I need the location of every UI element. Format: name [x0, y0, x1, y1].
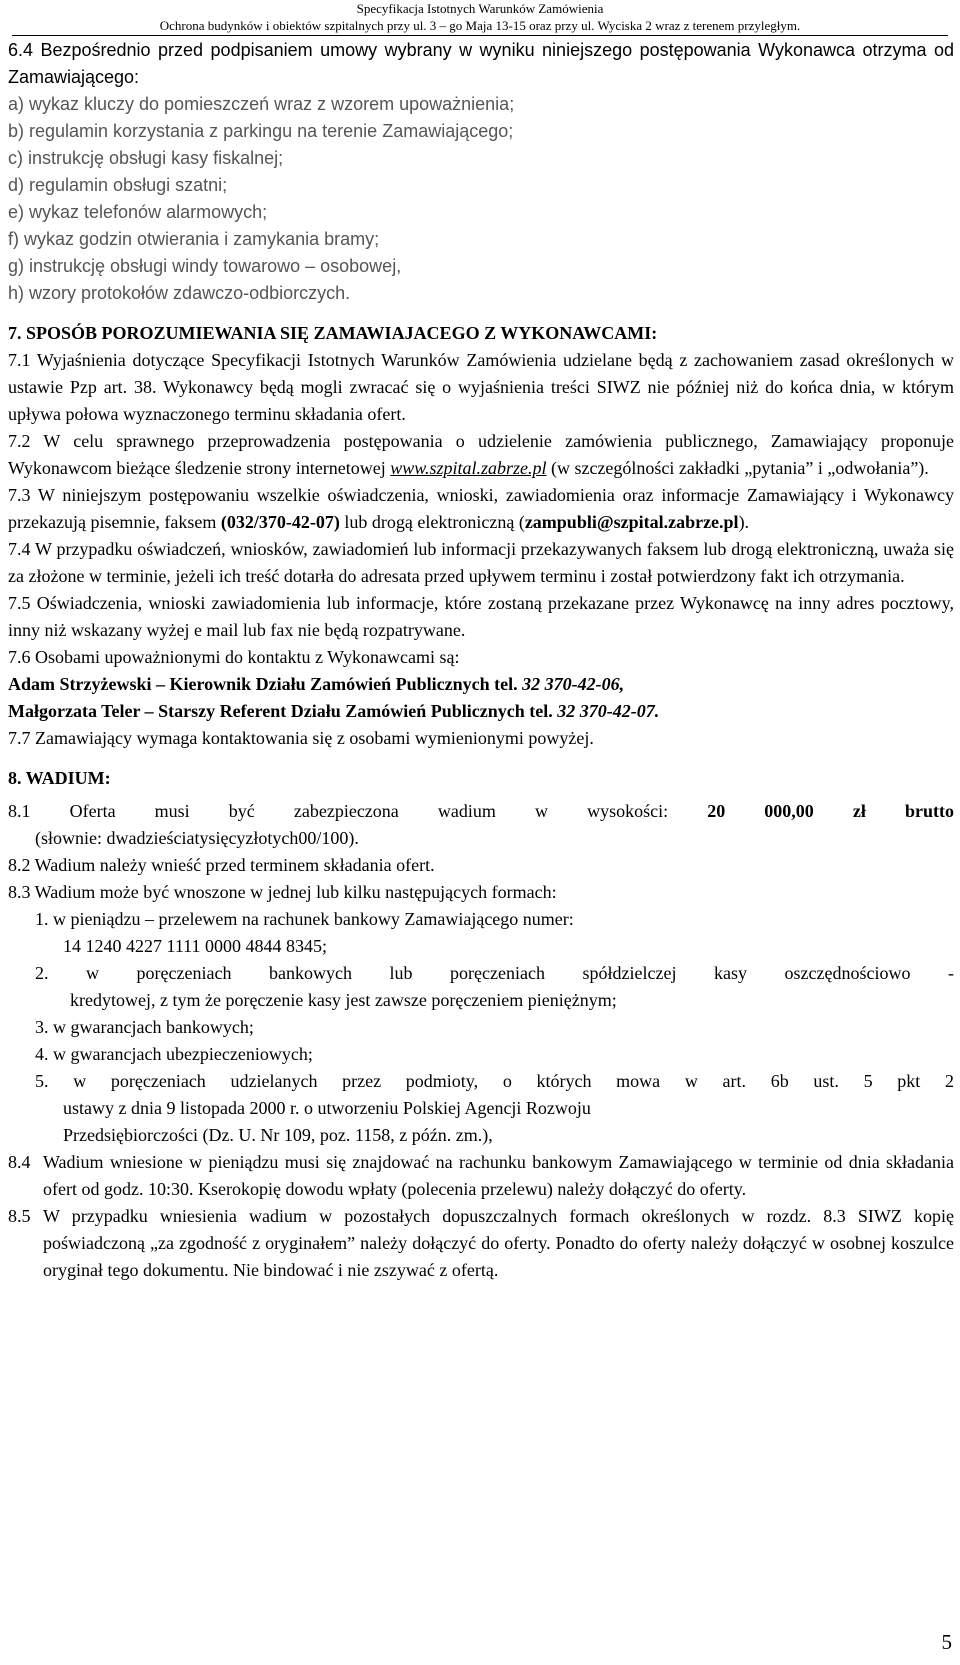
s64-item-f: f) wykaz godzin otwierania i zamykania bramy;: [8, 229, 380, 249]
s64-intro: 6.4 Bezpośrednio przed podpisaniem umowy wybrany w wyniku niniejszego postępowania Wykonawca otrzyma od Zamawiającego:: [8, 40, 954, 87]
p-7-3: [8, 482, 954, 536]
contact-2-phone: 32 370-42-07.: [557, 701, 660, 721]
p-7-3-text-end: ).: [738, 512, 750, 532]
p-8-1: [8, 798, 954, 825]
s64-item-e: e) wykaz telefonów alarmowych;: [8, 202, 268, 222]
p-7-1-num: 7.1: [8, 350, 31, 370]
s64-item-d: d) regulamin obsługi szatni;: [8, 175, 228, 195]
s64-item-b: b) regulamin korzystania z parkingu na terenie Zamawiającego;: [8, 121, 514, 141]
p-7-1-text: Wyjaśnienia dotyczące Specyfikacji Istotnych Warunków Zamówienia udzielane będą z zachowaniem zasad określonych w ustawie Pzp art. 38. Wykonawcy będą mogli zwracać się o wyjaśnienia treści SIWZ nie później niż do końca dnia, w którym upływa połowa wyznaczonego terminu składania ofert.: [8, 350, 954, 424]
p-8-1-text: 8.1 Oferta musi być zabezpieczona wadium w wysokości:: [8, 801, 708, 821]
s64-item-h: h) wzory protokołów zdawczo-odbiorczych.: [8, 283, 351, 303]
p-7-4-num: 7.4: [8, 539, 31, 559]
p-7-7: 7.7 Zamawiający wymaga kontaktowania się z osobami wymienionymi powyżej.: [8, 728, 594, 748]
s64-item-c: c) instrukcję obsługi kasy fiskalnej;: [8, 148, 284, 168]
contact-2: [8, 698, 954, 725]
p-8-1-words: (słownie: dwadzieściatysięcyzłotych00/100).: [35, 828, 359, 848]
email-address[interactable]: zampubli@szpital.zabrze.pl: [524, 512, 739, 532]
p-7-6: 7.6 Osobami upoważnionymi do kontaktu z Wykonawcami są:: [8, 647, 460, 667]
form-2-cont: kredytowej, z tym że poręczenie kasy jest zawsze poręczeniem pieniężnym;: [70, 990, 617, 1010]
p-8-4-text: Wadium wniesione w pieniądzu musi się znajdować na rachunku bankowym Zamawiającego w terminie od dnia składania ofert od godz. 10:30. Kserokopię dowodu wpłaty (polecenia przelewu) należy dołączyć do oferty.: [43, 1152, 954, 1199]
form-2: 2. w poręczeniach bankowych lub poręczeniach spółdzielczej kasy oszczędnościowo -: [35, 963, 954, 983]
p-8-4-num: 8.4: [8, 1152, 31, 1172]
p-8-4: [8, 1149, 954, 1203]
p-7-4-text: W przypadku oświadczeń, wniosków, zawiadomień lub informacji przekazywanych faksem lub drogą elektroniczną, uważa się za złożone w terminie, jeżeli ich treść dotarła do adresata przed upływem terminu i został potwierdzony fakt ich otrzymania.: [8, 539, 954, 586]
form-1: 1. w pieniądzu – przelewem na rachunek bankowy Zamawiającego numer:: [35, 909, 574, 929]
p-7-5-num: 7.5: [8, 593, 31, 613]
p-7-3-text-mid: lub drogą elektroniczną (: [339, 512, 525, 532]
p-8-3: 8.3 Wadium może być wnoszone w jednej lub kilku następujących formach:: [8, 882, 557, 902]
contact-1-phone: 32 370-42-06,: [522, 674, 625, 694]
p-7-1: [8, 347, 954, 428]
p-8-2: 8.2 Wadium należy wnieść przed terminem składania ofert.: [8, 855, 435, 875]
form-5-cont-1: ustawy z dnia 9 listopada 2000 r. o utworzeniu Polskiej Agencji Rozwoju: [63, 1098, 591, 1118]
page-header: [0, 0, 960, 36]
form-3: 3. w gwarancjach bankowych;: [35, 1017, 254, 1037]
p-7-4: [8, 536, 954, 590]
contact-1: [8, 671, 954, 698]
section-7-heading: 7. SPOSÓB POROZUMIEWANIA SIĘ ZAMAWIAJACEGO Z WYKONAWCAMI:: [8, 323, 658, 343]
p-8-5-num: 8.5: [8, 1206, 31, 1226]
contact-2-name: Małgorzata Teler – Starszy Referent Działu Zamówień Publicznych tel.: [8, 701, 558, 721]
p-7-5-text: Oświadczenia, wnioski zawiadomienia lub informacje, które zostaną przekazane przez Wykonawcę na inny adres pocztowy, inny niż wskazany wyżej e mail lub fax nie będą rozpatrywane.: [8, 593, 955, 640]
p-8-5-text: W przypadku wniesienia wadium w pozostałych dopuszczalnych formach określonych w rozdz. 8.3 SIWZ kopię poświadczoną „za zgodność z oryginałem” należy dołączyć do oferty. Ponadto do oferty należy dołączyć w osobnej koszulce oryginał tego dokumentu. Nie bindować i nie zszywać z ofertą.: [43, 1206, 954, 1280]
form-5: 5. w poręczeniach udzielanych przez podmioty, o których mowa w art. 6b ust. 5 pkt 2: [35, 1071, 954, 1091]
form-1-account: 14 1240 4227 1111 0000 4844 8345;: [63, 936, 327, 956]
p-7-5: [8, 590, 954, 644]
website-link[interactable]: www.szpital.zabrze.pl: [390, 458, 547, 478]
document-body: [8, 37, 954, 1284]
p-7-3-num: 7.3: [8, 485, 31, 505]
p-7-2-text: W celu sprawnego przeprowadzenia postępowania o udzielenie zamówienia publicznego, Zamawiający proponuje Wykonawcom bieżące śledzenie strony internetowej: [8, 431, 954, 478]
s64-item-a: a) wykaz kluczy do pomieszczeń wraz z wzorem upoważnienia;: [8, 94, 515, 114]
form-4: 4. w gwarancjach ubezpieczeniowych;: [35, 1044, 313, 1064]
fax-number: (032/370-42-07): [220, 512, 340, 532]
contact-1-name: Adam Strzyżewski – Kierownik Działu Zamówień Publicznych tel.: [8, 674, 523, 694]
p-7-3-text: W niniejszym postępowaniu wszelkie oświadczenia, wnioski, zawiadomienia oraz informacje Zamawiający i Wykonawcy przekazują pisemnie, faksem: [8, 485, 954, 532]
p-7-2-text-end: (w szczególności zakładki „pytania” i „odwołania”).: [546, 458, 929, 478]
section-6-4: [8, 37, 954, 307]
page-number: 5: [941, 1630, 952, 1654]
s64-item-g: g) instrukcję obsługi windy towarowo – osobowej,: [8, 256, 402, 276]
p-7-2-num: 7.2: [8, 431, 31, 451]
header-title: Specyfikacja Istotnych Warunków Zamówienia: [356, 1, 604, 16]
p-8-5: [8, 1203, 954, 1284]
section-8-heading: 8. WADIUM:: [8, 768, 111, 788]
header-subtitle: Ochrona budynków i obiektów szpitalnych przy ul. 3 – go Maja 13-15 oraz przy ul. Wyciska 2 wraz z terenem przyległym.: [12, 17, 948, 36]
wadium-amount: 20 000,00 zł brutto: [707, 801, 954, 821]
form-5-cont-2: Przedsiębiorczości (Dz. U. Nr 109, poz. 1158, z późn. zm.),: [63, 1125, 493, 1145]
p-7-2: [8, 428, 954, 482]
